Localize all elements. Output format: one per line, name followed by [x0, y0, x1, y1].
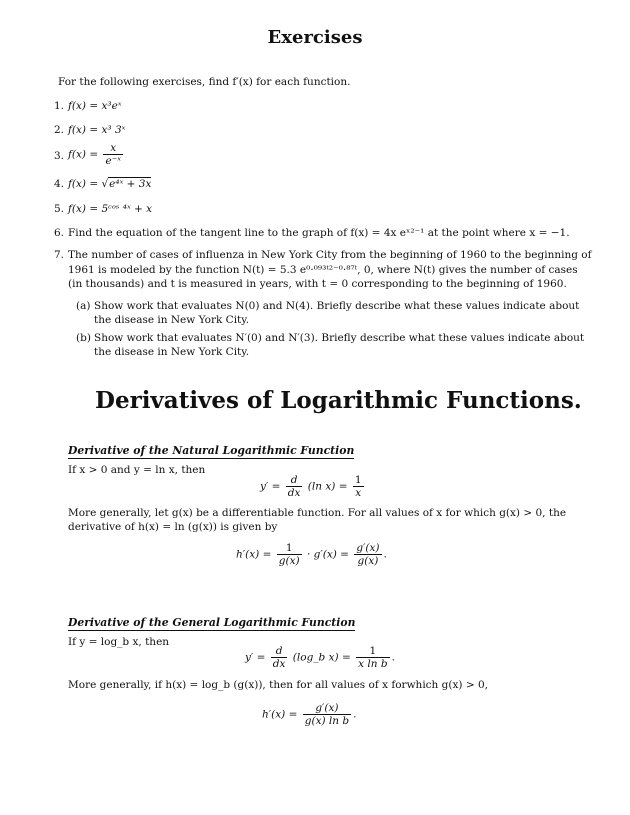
general-derivative-equation: y′ = $\frac{d}{dx}$ (log_b x) = $\frac{1}{\text{x ln b}}$ . — [245, 645, 395, 670]
general-general-line: More generally, if h(x) = log_b (g(x)), then for all values of x forwhich g(x) > 0, — [68, 679, 488, 691]
general-log-heading: Derivative of the General Logarithmic Function — [68, 616, 356, 629]
exercise-number: 2. — [54, 124, 65, 136]
subitem-label: (b) — [76, 332, 91, 344]
natural-log-heading: Derivative of the Natural Logarithmic Function — [68, 444, 355, 457]
exercise-number: 3. — [54, 150, 65, 162]
exercise-line: (in thousands) and t is measured in years, with t = 0 corresponding to the beginning of 1960. — [68, 278, 567, 290]
exercise-text: Find the equation of the tangent line to the graph of f(x) = 4x eˣ²⁻¹ at the point where x = −1. — [68, 227, 570, 239]
natural-chain-equation: h′(x) = $\frac{1}{g(x)}$ · g′(x) = $\frac{g'(x)}{g(x)}$ . — [236, 542, 387, 567]
exercise-line: 1961 is modeled by the function N(t) = 5.3 e⁰·⁰⁹³ᵗ²⁻⁰·⁸⁷ᵗ, 0, where N(t) gives the number of cases — [68, 264, 578, 276]
exercise-text: f(x) = 5ᶜᵒˢ ⁴ˣ + x — [68, 203, 153, 215]
general-if-line: If y = log_b x, then — [68, 636, 170, 648]
intro-text: For the following exercises, find f′(x) for each function. — [58, 76, 351, 88]
section-title: Derivatives of Logarithmic Functions. — [95, 387, 582, 414]
exercise-number: 4. — [54, 178, 65, 190]
exercise-number: 5. — [54, 203, 65, 215]
exercise-text: f(x) = √e⁴ˣ + 3x — [68, 178, 152, 190]
exercise-text: f(x) = $\frac{x}{\text{e⁻ˣ}}$ — [68, 142, 121, 167]
exercise-text: f(x) = x³eˣ — [68, 100, 122, 112]
subitem-line: Show work that evaluates N′(0) and N′(3). Briefly describe what these values indicate about — [94, 332, 585, 344]
exercise-number: 1. — [54, 100, 65, 112]
exercise-line: The number of cases of influenza in New York City from the beginning of 1960 to the beginning of — [68, 249, 592, 261]
natural-general-line: More generally, let g(x) be a differentiable function. For all values of x for which g(x) > 0, the — [68, 507, 567, 519]
exercise-text: f(x) = x³ 3ˣ — [68, 124, 126, 136]
exercise-number: 6. — [54, 227, 65, 239]
natural-derivative-equation: y′ = $\frac{d}{dx}$ (ln x) = $\frac{1}{x}$ — [260, 474, 362, 499]
subitem-label: (a) — [76, 300, 91, 312]
subitem-line: the disease in New York City. — [94, 346, 250, 358]
subitem-line: Show work that evaluates N(0) and N(4). Briefly describe what these values indicate about — [94, 300, 580, 312]
page-title: Exercises — [267, 27, 363, 48]
exercise-number: 7. — [54, 249, 65, 261]
natural-general-line: derivative of h(x) = ln (g(x)) is given by — [68, 521, 278, 533]
natural-if-line: If x > 0 and y = ln x, then — [68, 464, 206, 476]
general-chain-equation: h′(x) = $\frac{g'(x)}{\text{g(x) ln b}}$ . — [262, 702, 357, 727]
subitem-line: the disease in New York City. — [94, 314, 250, 326]
